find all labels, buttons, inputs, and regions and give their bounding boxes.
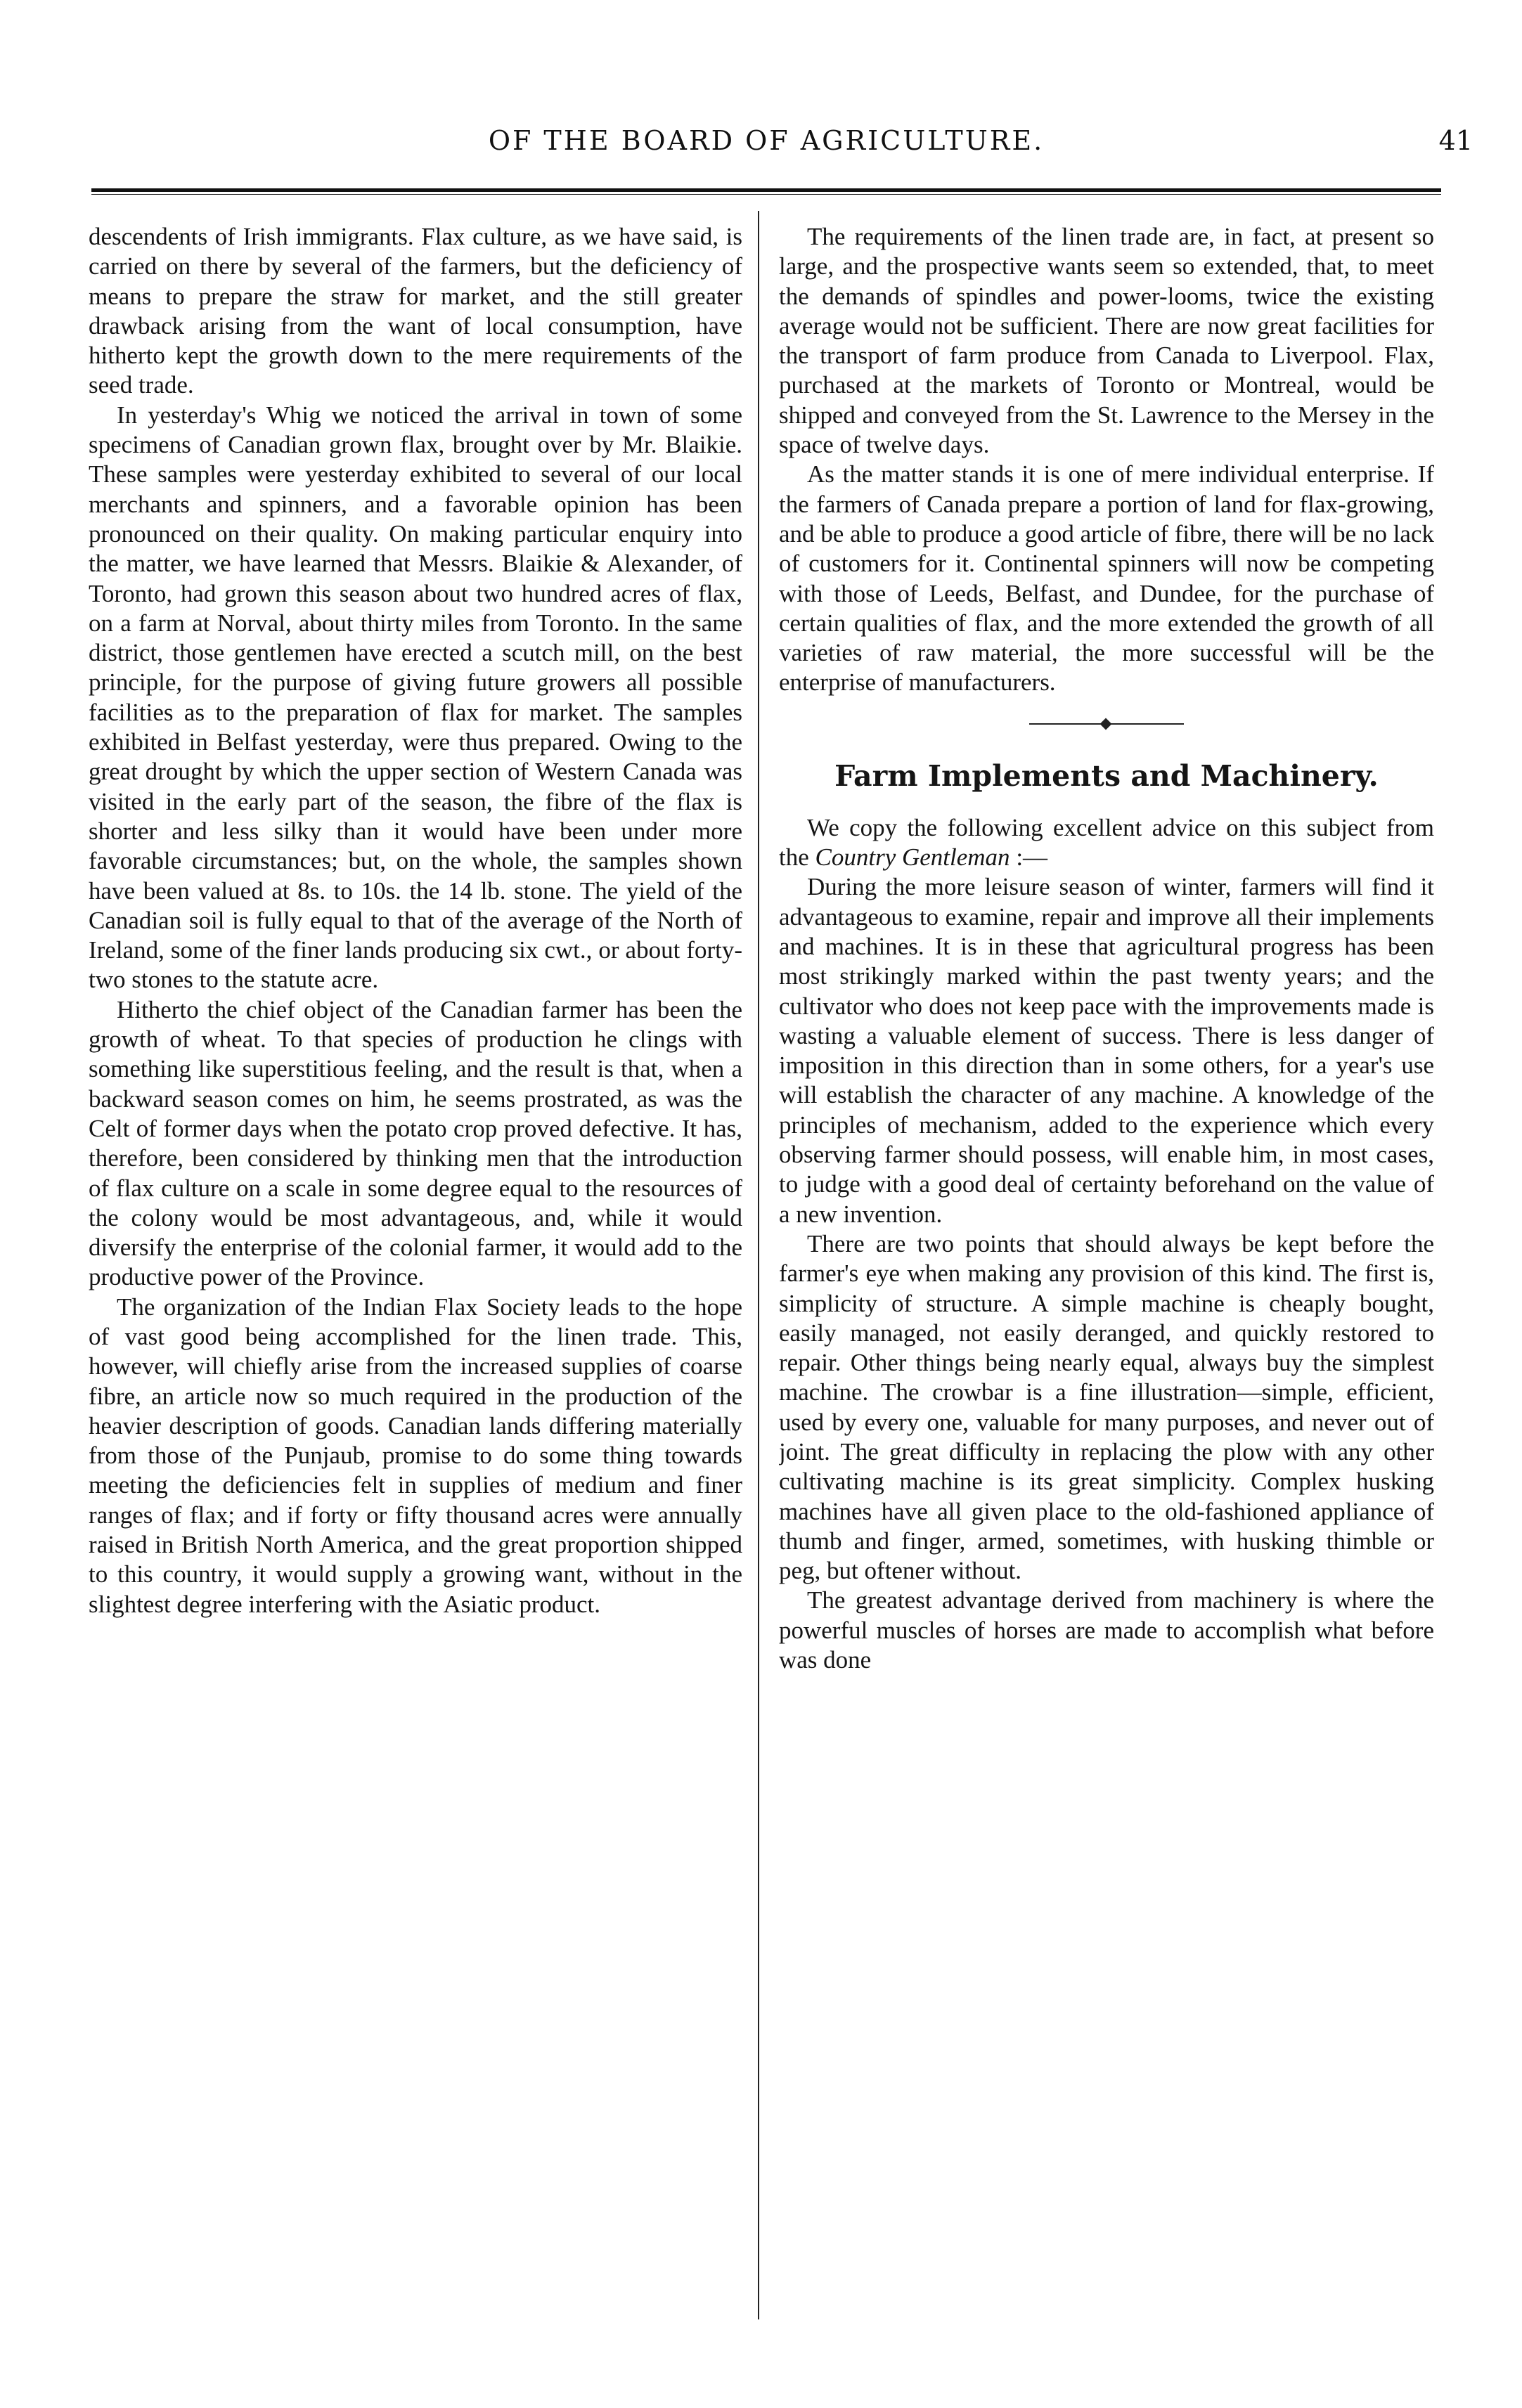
paragraph: As the matter stands it is one of mere individual enterprise. If the farmers of Canada prepare a portion of land for flax-growing, and be able to produce a good article of fibre, there will be no lack of customers for it. Continental spinners will now be competing with those of Leeds, Belfast, and Dundee, for the purchase of certain qualities of flax, and the more extended the growth of all varieties of raw material, the more successful will be the enterprise of manufacturers. bbox=[779, 460, 1434, 697]
right-column bbox=[779, 222, 1434, 2317]
paragraph: In yesterday's Whig we noticed the arrival in town of some specimens of Canadian grown flax, brought over by Mr. Blaikie. These samples were yesterday exhibited to several of our local merchants and spinners, and a favorable opinion has been pronounced on their quality. On making particular enquiry into the matter, we have learned that Messrs. Blaikie & Alexander, of Toronto, had grown this season about two hundred acres of flax, on a farm at Norval, about thirty miles from Toronto. In the same district, those gentlemen have erected a scutch mill, on the best principle, for the purpose of giving future growers all possible facilities as to the preparation of flax for market. The samples exhibited in Belfast yesterday, were thus prepared. Owing to the great drought by which the upper section of Western Canada was visited in the early part of the season, the fibre of the flax is shorter and less silky than it would have been under more favorable circumstances; but, on the whole, the samples shown have been valued at 8s. to 10s. the 14 lb. stone. The yield of the Canadian soil is fully equal to that of the average of the North of Ireland, some of the finer lands producing six cwt., or about forty-two stones to the statute acre. bbox=[89, 401, 742, 994]
header-rule bbox=[91, 188, 1441, 195]
paragraph: The greatest advantage derived from machinery is where the powerful muscles of horses are made to accomplish what before was done bbox=[779, 1586, 1434, 1674]
paragraph: The requirements of the linen trade are, in fact, at present so large, and the prospective wants seem so extended, that, to meet the demands of spindles and power-looms, twice the existing average would not be sufficient. There are now great facilities for the transport of farm produce from Canada to Liverpool. Flax, purchased at the markets of Toronto or Montreal, would be shipped and conveyed from the St. Lawrence to the Mersey in the space of twelve days. bbox=[779, 223, 1434, 459]
column-divider bbox=[758, 211, 759, 2319]
section-title: Farm Implements and Machinery. bbox=[834, 758, 1379, 793]
paragraph: During the more leisure season of winter, farmers will find it advantageous to examine, repair and improve all their implements and machines. It is in these that agricultural progress has been most strikingly marked within the past twenty years; and the cultivator who does not keep pace with the improvements made is wasting a valuable element of success. There is less danger of imposition in this direction than in some others, for a year's use will establish the character of any machine. A knowledge of the principles of mechanism, added to the experience which every observing farmer should possess, will enable him, in most cases, to judge with a good deal of certainty beforehand on the value of a new invention. bbox=[779, 873, 1434, 1228]
intro-text: We copy the following excellent advice on this subject from the bbox=[779, 813, 1434, 872]
paragraph: There are two points that should always be kept before the farmer's eye when making any provision of this kind. The first is, simplicity of structure. A simple machine is cheaply bought, easily managed, not easily deranged, and quickly restored to repair. Other things being nearly equal, always buy the simplest machine. The crowbar is a fine illustration—simple, efficient, used by every one, valuable for many purposes, and never out of joint. The great difficulty in replacing the plow with any other cultivating machine is its great simplicity. Complex husking machines have all given place to the old-fashioned appliance of thumb and finger, armed, sometimes, with husking thimble or peg, but oftener without. bbox=[779, 1229, 1434, 1585]
intro-text-end: :— bbox=[1010, 843, 1048, 872]
section-divider bbox=[1029, 723, 1184, 725]
intro-paragraph bbox=[779, 813, 1434, 873]
paragraph: Hitherto the chief object of the Canadian farmer has been the growth of wheat. To that species of production he clings with something like superstitious feeling, and the result is that, when a backward season comes on him, he seems prostrated, as was the Celt of former days when the potato crop proved defective. It has, therefore, been considered by thinking men that the introduction of flax culture on a scale in some degree equal to the resources of the colony would be most advantageous, and, while it would diversify the enterprise of the colonial farmer, it would add to the productive power of the Province. bbox=[89, 995, 742, 1291]
page-number: 41 bbox=[1438, 125, 1473, 156]
paragraph: The organization of the Indian Flax Society leads to the hope of vast good being accomplished for the linen trade. This, however, will chiefly arise from the increased supplies of coarse fibre, an article now so much required in the production of the heavier description of goods. Canadian lands differing materially from those of the Punjaub, promise to do some thing towards meeting the deficiencies felt in supplies of medium and finer ranges of flax; and if forty or fifty thousand acres were annually raised in British North America, and the great proportion shipped to this country, it would supply a growing want, without in the slightest degree interfering with the Asiatic product. bbox=[89, 1293, 742, 1618]
left-column bbox=[89, 222, 742, 2317]
running-title: OF THE BOARD OF AGRICULTURE. bbox=[488, 125, 1045, 156]
source-title: Country Gentleman bbox=[815, 843, 1010, 872]
paragraph: descendents of Irish immigrants. Flax culture, as we have said, is carried on there by several of the farmers, but the deficiency of means to prepare the straw for market, and the still greater drawback arising from the want of local consumption, have hitherto kept the growth down to the mere requirements of the seed trade. bbox=[89, 223, 742, 399]
